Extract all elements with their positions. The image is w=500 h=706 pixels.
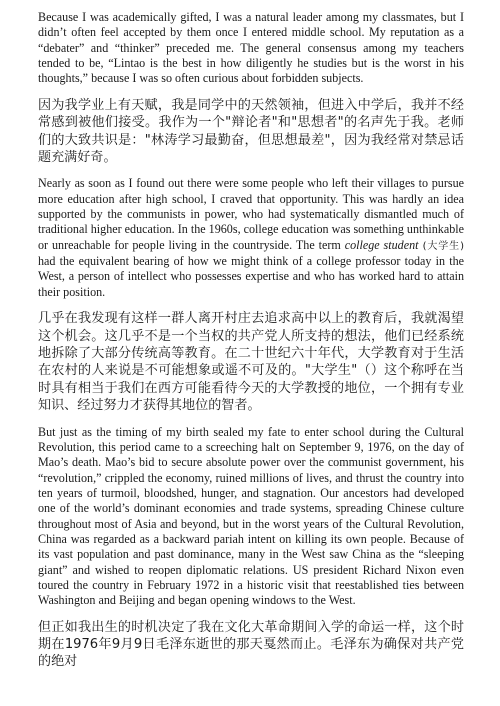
- paragraph-english-1: Because I was academically gifted, I was a natural leader among my classmates, but I didn’t often feel accepted by them once I entered middle school. My reputation as a “debater” and “thinker” preceded me. The general consensus among my teachers tended to be, “Lintao is the best in how diligently he studies but is the worst in his thoughts,” because I was so often curious about forbidden subjects.: [38, 10, 464, 86]
- paragraph-chinese-3: 但正如我出生的时机决定了我在文化大革命期间入学的命运一样，这个时期在1976年9月9日毛泽东逝世的那天戛然而止。毛泽东为确保对共产党的绝对: [38, 619, 464, 670]
- paragraph-english-3: But just as the timing of my birth sealed my fate to enter school during the Cultural Revolution, this period came to a screeching halt on September 9, 1976, on the day of Mao’s death. Mao’s bid to secure absolute power over the communist government, his “revolution,” crippled the economy, ruined millions of lives, and thrust the country into ten years of turmoil, bloodshed, hunger, and stagnation. Our ancestors had developed one of the world’s dominant economies and trade systems, spreading Chinese culture throughout most of Asia and beyond, but in the worst years of the Cultural Revolution, China was regarded as a backward pariah intent on killing its own people. Because of its vast population and past dominance, many in the West saw China as the “sleeping giant” and wished to reopen diplomatic relations. US president Richard Nixon even toured the country in February 1972 in a historic visit that reestablished ties between Washington and Beijing and began opening windows to the West.: [38, 424, 464, 608]
- document-page: [38, 10, 464, 671]
- paragraph-chinese-1: 因为我学业上有天赋，我是同学中的天然领袖，但进入中学后，我并不经常感到被他们接受。我作为一个"辩论者"和"思想者"的名声先于我。老师们的大致共识是："林涛学习最勤奋，但思想最差"，因为我经常对禁忌话题充满好奇。: [38, 97, 464, 165]
- term-college-student: college student: [344, 237, 419, 252]
- paragraph-english-2: [38, 176, 464, 300]
- term-college-student-chinese: (大学生): [418, 240, 464, 252]
- paragraph-english-2-part-a: Nearly as soon as I found out there were some people who left their villages to pursue more education after high school, I craved that opportunity. This was hardly an idea supported by the communists in power, who had systematically dismantled much of traditional higher education. In the 1960s, college education was something unthinkable or unreachable for people living in the countryside. The term: [38, 176, 464, 252]
- paragraph-chinese-2: 几乎在我发现有这样一群人离开村庄去追求高中以上的教育后，我就渴望这个机会。这几乎不是一个当权的共产党人所支持的想法，他们已经系统地拆除了大部分传统高等教育。在二十世纪六十年代，大学教育对于生活在农村的人来说是不可能想象或遥不可及的。"大学生"（）这个称呼在当时具有相当于我们在西方可能看待今天的大学教授的地位，一个拥有专业知识、经过努力才获得其地位的智者。: [38, 311, 464, 414]
- paragraph-english-2-part-b: had the equivalent bearing of how we might think of a college professor today in the West, a person of intellect who possesses expertise and who has worked hard to attain their position.: [38, 254, 464, 299]
